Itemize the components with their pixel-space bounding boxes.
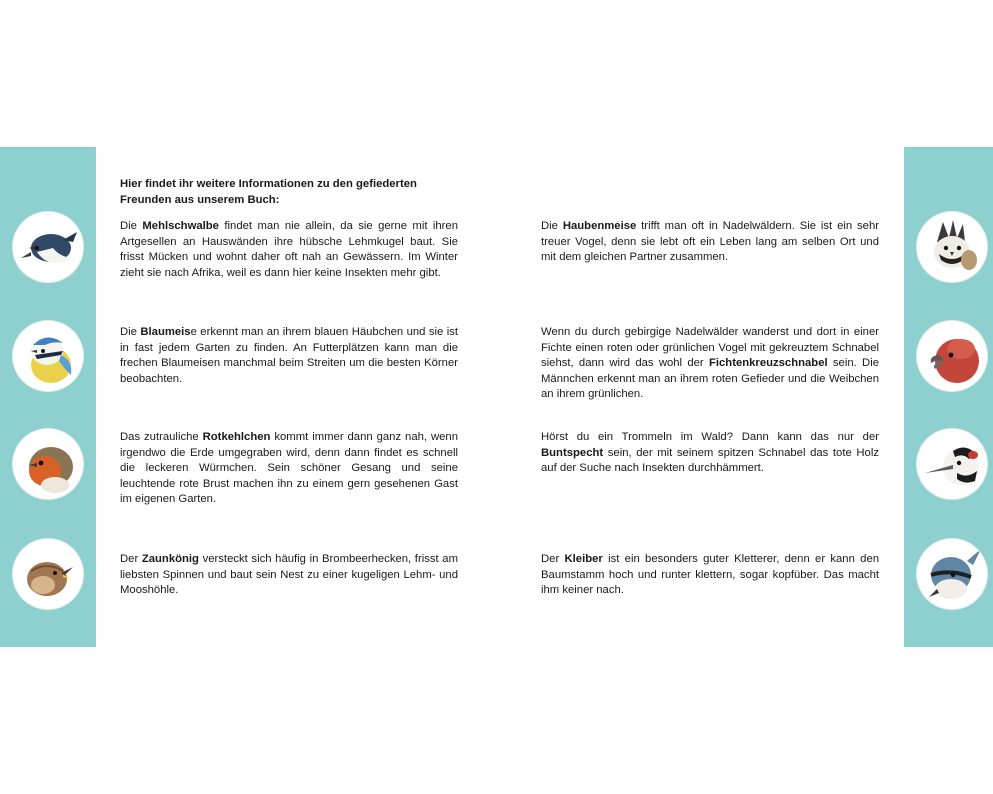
robin-text — [120, 430, 458, 508]
crested-tit-text-pre: Die — [541, 220, 563, 232]
woodpecker-name: Buntspecht — [541, 446, 604, 459]
crossbill-text-pre: Wenn du durch gebirgige Nadelwälder wanderst und dort in einer Fichte einen roten oder grünlichen Vogel mit gekreuztem Schnabel siehst, dann wird das wohl der — [541, 326, 879, 370]
blue-tit-text — [120, 325, 458, 387]
woodpecker-text-pre: Hörst du ein Trommeln im Wald? Dann kann das nur der — [541, 431, 879, 443]
woodpecker-text — [541, 430, 879, 477]
crossbill-text-post: sein. Die Männchen erkennt man an ihrem roten Gefieder und die Weibchen an ihrem grünlichen. — [541, 357, 880, 401]
nuthatch-name: Kleiber — [564, 553, 603, 565]
swallow-text-post: findet man nie allein, da sie gerne mit ihren Artgesellen an Hauswänden ihre hübsche Lehmkugel baut. Sie frisst Mücken und wohnt daher oft nah an Gewässern. Im Winter zieht sie nach Afrika, weil es dann hier keine Insekten mehr gibt. — [120, 220, 459, 279]
wren-text-post: versteckt sich häufig in Brombeerhecken, frisst am liebsten Spinnen und baut sein Nest zu einer kugeligen Lehm- und Mooshöhle. — [120, 553, 458, 597]
robin-icon — [13, 429, 83, 499]
wren-text-pre: Der — [120, 553, 142, 565]
wren-text — [120, 552, 458, 599]
crested-tit-text-post: trifft man oft in Nadelwäldern. Sie ist ein sehr treuer Vogel, denn sie lebt oft ein Leben lang am selben Ort und mit dem gleichen Partner zusammen. — [541, 220, 879, 264]
nuthatch-text — [541, 552, 879, 599]
swallow-icon — [13, 212, 83, 282]
crested-tit-icon — [917, 212, 987, 282]
blue-tit-icon — [13, 321, 83, 391]
crested-tit-text — [541, 219, 879, 266]
swallow-text-pre: Die — [120, 220, 143, 232]
crossbill-icon — [917, 321, 987, 391]
wren-name: Zaunkönig — [141, 553, 199, 565]
swallow-text — [120, 219, 458, 281]
swallow-name: Mehlschwalbe — [142, 220, 219, 232]
wren-icon — [13, 539, 83, 609]
robin-text-post: kommt immer dann ganz nah, wenn irgendwo die Erde umgegraben wird, denn dann findet es schnell die leckeren Würmchen. Sein schöner Gesang und seine leuchtende rote Brust machen ihn zu einem gern gesehenen Gast im eigenen Garten. — [120, 431, 458, 506]
woodpecker-text-post: sein, der mit seinem spitzen Schnabel das tote Holz auf der Suche nach Insekten durchhämmert. — [541, 446, 879, 475]
crossbill-text — [541, 325, 879, 403]
nuthatch-icon — [917, 539, 987, 609]
nuthatch-text-pre: Der — [541, 553, 565, 565]
blue-tit-text-post: e erkennt man an ihrem blauen Häubchen und sie ist in fast jedem Garten zu finden. An Futterplätzen kann man die frechen Blaumeisen manchmal beim Streiten um die besten Körner beobachten. — [120, 326, 458, 385]
robin-text-pre: Das zutrauliche — [120, 431, 203, 443]
nuthatch-text-post: ist ein besonders guter Kletterer, denn er kann den Baumstamm hoch und runter klettern, sogar kopfüber. Das macht ihm keiner nach. — [541, 553, 880, 597]
intro-heading: Hier findet ihr weitere Informationen zu den gefiederten Freunden aus unserem Buch: — [120, 178, 417, 206]
crossbill-name: Fichtenkreuzschnabel — [708, 357, 828, 370]
woodpecker-icon — [917, 429, 987, 499]
robin-name: Rotkehlchen — [202, 431, 271, 443]
blue-tit-name: Blaumeis — [140, 326, 191, 338]
crested-tit-name: Haubenmeise — [562, 220, 637, 232]
blue-tit-text-pre: Die — [120, 326, 141, 338]
